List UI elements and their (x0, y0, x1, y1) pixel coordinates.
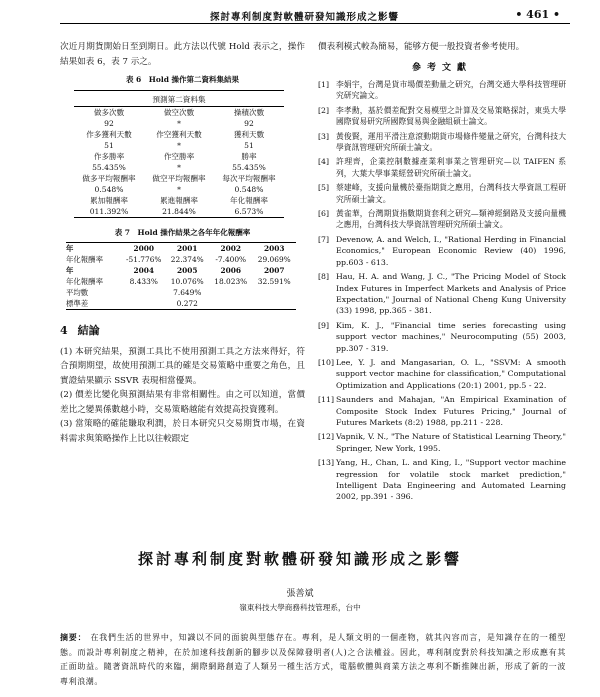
table7-cell (122, 298, 166, 309)
table7-cell: 22.374% (170, 255, 204, 264)
table6-cell: 55.435% (92, 162, 126, 172)
table6-cell: 每次平均報酬率 (222, 173, 276, 183)
table6-cell: 21.844% (162, 206, 196, 216)
reference-item (318, 394, 566, 428)
table6-cell: 做多平均報酬率 (82, 173, 136, 183)
table7-row-label: 標準差 (66, 299, 89, 308)
table7-cell: 2004 (133, 266, 155, 275)
reference-item (318, 431, 566, 454)
reference-text: Kim, K. J., "Financial time series forecasting using support vector machines," Neurocomputing (55) 2003, pp.307 - 319. (336, 320, 566, 353)
table6-cell: 做空次數 (163, 107, 195, 117)
table6-cell: 6.573% (234, 206, 264, 216)
table7-row-label: 年化報酬率 (66, 277, 103, 286)
reference-text: 許理齊，企業控制數據產業利事業之管理研究—以 TAIFEN 系列，大葉大學事業經營研究所碩士論文。 (336, 157, 566, 178)
reference-number: [2] (318, 105, 330, 115)
reference-item (318, 271, 566, 317)
abstract (60, 630, 566, 689)
running-header (60, 7, 570, 24)
table7-cell (253, 287, 297, 298)
table7-row (66, 243, 296, 254)
table7 (66, 242, 296, 310)
conclusion-paragraph-2: (2) 價差比變化與預測結果有非常相關性。由之可以知道，當價差比之變異係數越小時，交易策略越能有效提高投資獲利。 (60, 390, 305, 415)
table7-rows (66, 243, 296, 309)
table7-cell (253, 298, 297, 309)
abstract-label: 摘要： (60, 632, 87, 642)
table6-cell: 作多勝率 (93, 151, 125, 161)
table7-cell: -51.776% (126, 255, 162, 264)
reference-number: [7] (318, 234, 330, 244)
continued-paragraph: 價表利模式較為簡易，能够方便一般投資者參考使用。 (318, 42, 525, 52)
reference-text: Devenow, A. and Welch, I., "Rational Herding in Financial Economics," European Economic Review (40) 1996, pp.603 - 613. (336, 234, 566, 267)
table6-cell: 勝率 (241, 151, 257, 161)
abstract-text: 在我們生活的世界中，知識以不同的面貌與型態存在。專利，是人類文明的一個產物，就其內容而言，是知識存在的一種型態。而設計專利制度之精神，在於加速科技創新的腳步以及保障發明者(人)之合法權益。因此，專利制度對於科技知識之形成應有其正面助益。隨著資訊時代的來臨，網際網路創造了人類另一種生活方式，電腦軟體與商業方法之專利不斷推陳出新，形成了新的一波專利浪潮。 (60, 633, 566, 686)
table7-cell: 2007 (263, 266, 285, 275)
table6-cell: 92 (244, 118, 254, 128)
reference-text: Hau, H. A. and Wang, J. C., "The Pricing Model of Stock Index Futures in Imperfect Markets and Analysis of Price Expectation," Journal of National Cheng Kung University (33) 1998, pp.365 - 381. (336, 272, 566, 316)
table6-cell: 55.435% (232, 162, 266, 172)
table7-row-label: 年 (66, 244, 74, 253)
reference-number: [11] (318, 395, 335, 405)
article-author: 張善斌 (286, 589, 314, 599)
table6-cell: 51 (244, 140, 254, 150)
table7-cell: 2002 (220, 244, 242, 253)
table7-cell: 10.076% (170, 277, 204, 286)
section-heading (60, 324, 305, 339)
table6-cell: 做空平均報酬率 (152, 173, 206, 183)
reference-number: [12] (318, 432, 335, 442)
reference-number: [6] (318, 209, 330, 219)
reference-item (318, 79, 566, 102)
table6-cell: * (177, 118, 181, 128)
table7-cell (209, 298, 253, 309)
table6-cell: * (177, 184, 181, 194)
reference-item (318, 105, 566, 128)
table6-cell: * (177, 162, 181, 172)
conclusion-paragraph-3: (3) 當策略的確能賺取利潤，於日本研究只交易期貨市場，在資料需求與策略操作上比以往較跟定 (60, 419, 305, 444)
table7-cell: 7.649% (173, 288, 202, 297)
intro-paragraph: 次近月期貨開始日至到期日。此方法以代號 Hold 表示之，操作結果如表 6，表 7 示之。 (60, 42, 305, 67)
table7-cell: 18.023% (214, 277, 248, 286)
table7-cell: 32.591% (257, 277, 291, 286)
article-affiliation: 嶺東科技大學商務科技管理系，台中 (239, 603, 361, 612)
table7-caption: 表 7 Hold 操作結果之各年年化報酬率 (114, 227, 251, 237)
section-number: 4 (60, 324, 68, 337)
table6-subtitle: 預測第二資料集 (152, 94, 206, 104)
table7-row-label: 年 (66, 266, 74, 275)
reference-text: Saunders and Mahajan, "An Empirical Examination of Composite Stock Index Futures Pricing," Journal of Futures Markets (8:2) 1988, pp.211 - 228. (336, 395, 566, 427)
table6-cell: 操積次數 (233, 107, 265, 117)
table7-cell: -7.400% (215, 255, 247, 264)
table6-cell: 年化報酬率 (230, 195, 268, 205)
reference-number: [10] (318, 357, 335, 367)
table6-cell: 92 (104, 118, 114, 128)
table6-cell: 作空獲利天數 (156, 129, 202, 139)
reference-text: 黃俊賢，運用平滑注意滾動期貨市場條件變量之研究，台灣科技大學資訊管理研究所碩士論文。 (336, 131, 566, 153)
reference-item (318, 131, 566, 154)
table6-cell: 0.548% (234, 184, 264, 194)
table7-cell: 8.433% (129, 277, 158, 286)
table6-cell: 獲利天數 (233, 129, 265, 139)
references-heading: 參考文獻 (411, 62, 472, 73)
reference-number: [8] (318, 272, 330, 282)
reference-item (318, 208, 566, 231)
table7-cell: 2000 (133, 244, 155, 253)
table6-cell: 作空勝率 (163, 151, 195, 161)
table6-cell: 51 (104, 140, 114, 150)
reference-text: Lee, Y. J. and Mangasarian, O. L., "SSVM: A smooth support vector machine for classification," Computational Optimization and Applications (20:1) 2001, pp.5 - 22. (336, 357, 566, 390)
reference-text: Vapnik, V. N., "The Nature of Statistical Learning Theory," Springer, New York, 1995. (336, 432, 566, 453)
table7-cell (122, 287, 166, 298)
left-column (60, 40, 305, 446)
table7-row (66, 287, 296, 298)
table6-grid (74, 107, 284, 217)
reference-item (318, 457, 566, 503)
reference-item (318, 156, 566, 179)
reference-list (318, 79, 566, 503)
section-title: 結論 (77, 324, 100, 337)
table7-cell (209, 287, 253, 298)
reference-number: [13] (318, 458, 335, 468)
table7-cell: 2001 (176, 244, 198, 253)
table7-cell: 2006 (220, 266, 242, 275)
table6-cell: 累進報酬率 (160, 195, 198, 205)
reference-text: 黃雀華，台灣期貨指數期貨套利之研究—類神經網路及支援向量機之應用，台灣科技大學資訊管理研究所碩士論文。 (336, 209, 566, 230)
right-column (318, 40, 566, 506)
table7-row-label: 年化報酬率 (66, 255, 103, 264)
reference-number: [1] (318, 80, 330, 89)
table7-cell: 0.272 (176, 299, 198, 308)
table7-row (66, 254, 296, 265)
table7-row (66, 298, 296, 309)
reference-text: Yang, H., Chan, L. and King, I., "Support vector machine regression for volatile stock market prediction," Intelligent Data Engineering and Automated Learning 2002, pp.391 - 396. (336, 458, 566, 502)
article-title: 探討專利制度對軟體研發知識形成之影響 (137, 550, 462, 568)
reference-number: [3] (318, 131, 330, 141)
running-title: 探討專利制度對軟體研發知識形成之影響 (210, 12, 400, 23)
reference-item (318, 357, 566, 391)
reference-number: [9] (318, 320, 330, 330)
table6-cell: 做多次數 (93, 107, 125, 117)
table6-cell: 作多獲利天數 (86, 129, 132, 139)
table6-cell: 0.548% (94, 184, 124, 194)
reference-number: [5] (318, 183, 330, 193)
table6-cell: 011.392% (89, 206, 129, 216)
table6-caption: 表 6 Hold 操作第二資料集結果 (125, 75, 240, 84)
reference-text: 李孝勳，基於價差配對交易模型之計算及交易策略探討，東吳大學國際貿易研究所國際貿易與金融組碩士論文。 (336, 105, 566, 127)
page-number: • 461 • (515, 8, 560, 21)
table7-row-label: 平均數 (66, 288, 89, 297)
table7-row (66, 265, 296, 276)
reference-text: 蔡建峰，支援向量機於臺指期貨之應用，台灣科技大學資訊工程研究所碩士論文。 (336, 183, 566, 204)
reference-number: [4] (318, 157, 330, 167)
conclusion-paragraph-1: (1) 本研究結果，預測工具比不使用預測工具之方法來得好，符合預期期望，故使用預測工具的確是交易策略中重要之角色，且實證結果顯示 SSVR 表現相當優異。 (60, 346, 305, 386)
table7-cell: 2005 (176, 266, 198, 275)
table6-cell: * (177, 140, 181, 150)
reference-item (318, 234, 566, 268)
reference-item (318, 320, 566, 354)
table6 (74, 90, 284, 218)
table6-cell: 累加報酬率 (90, 195, 128, 205)
table7-row (66, 276, 296, 287)
table7-cell: 2003 (263, 244, 285, 253)
reference-item (318, 182, 566, 205)
table7-cell: 29.069% (257, 255, 291, 264)
reference-text: 李娟宇，台灣是貨市場價差動量之研究，台灣交通大學科技管理研究研究論文。 (336, 80, 566, 101)
